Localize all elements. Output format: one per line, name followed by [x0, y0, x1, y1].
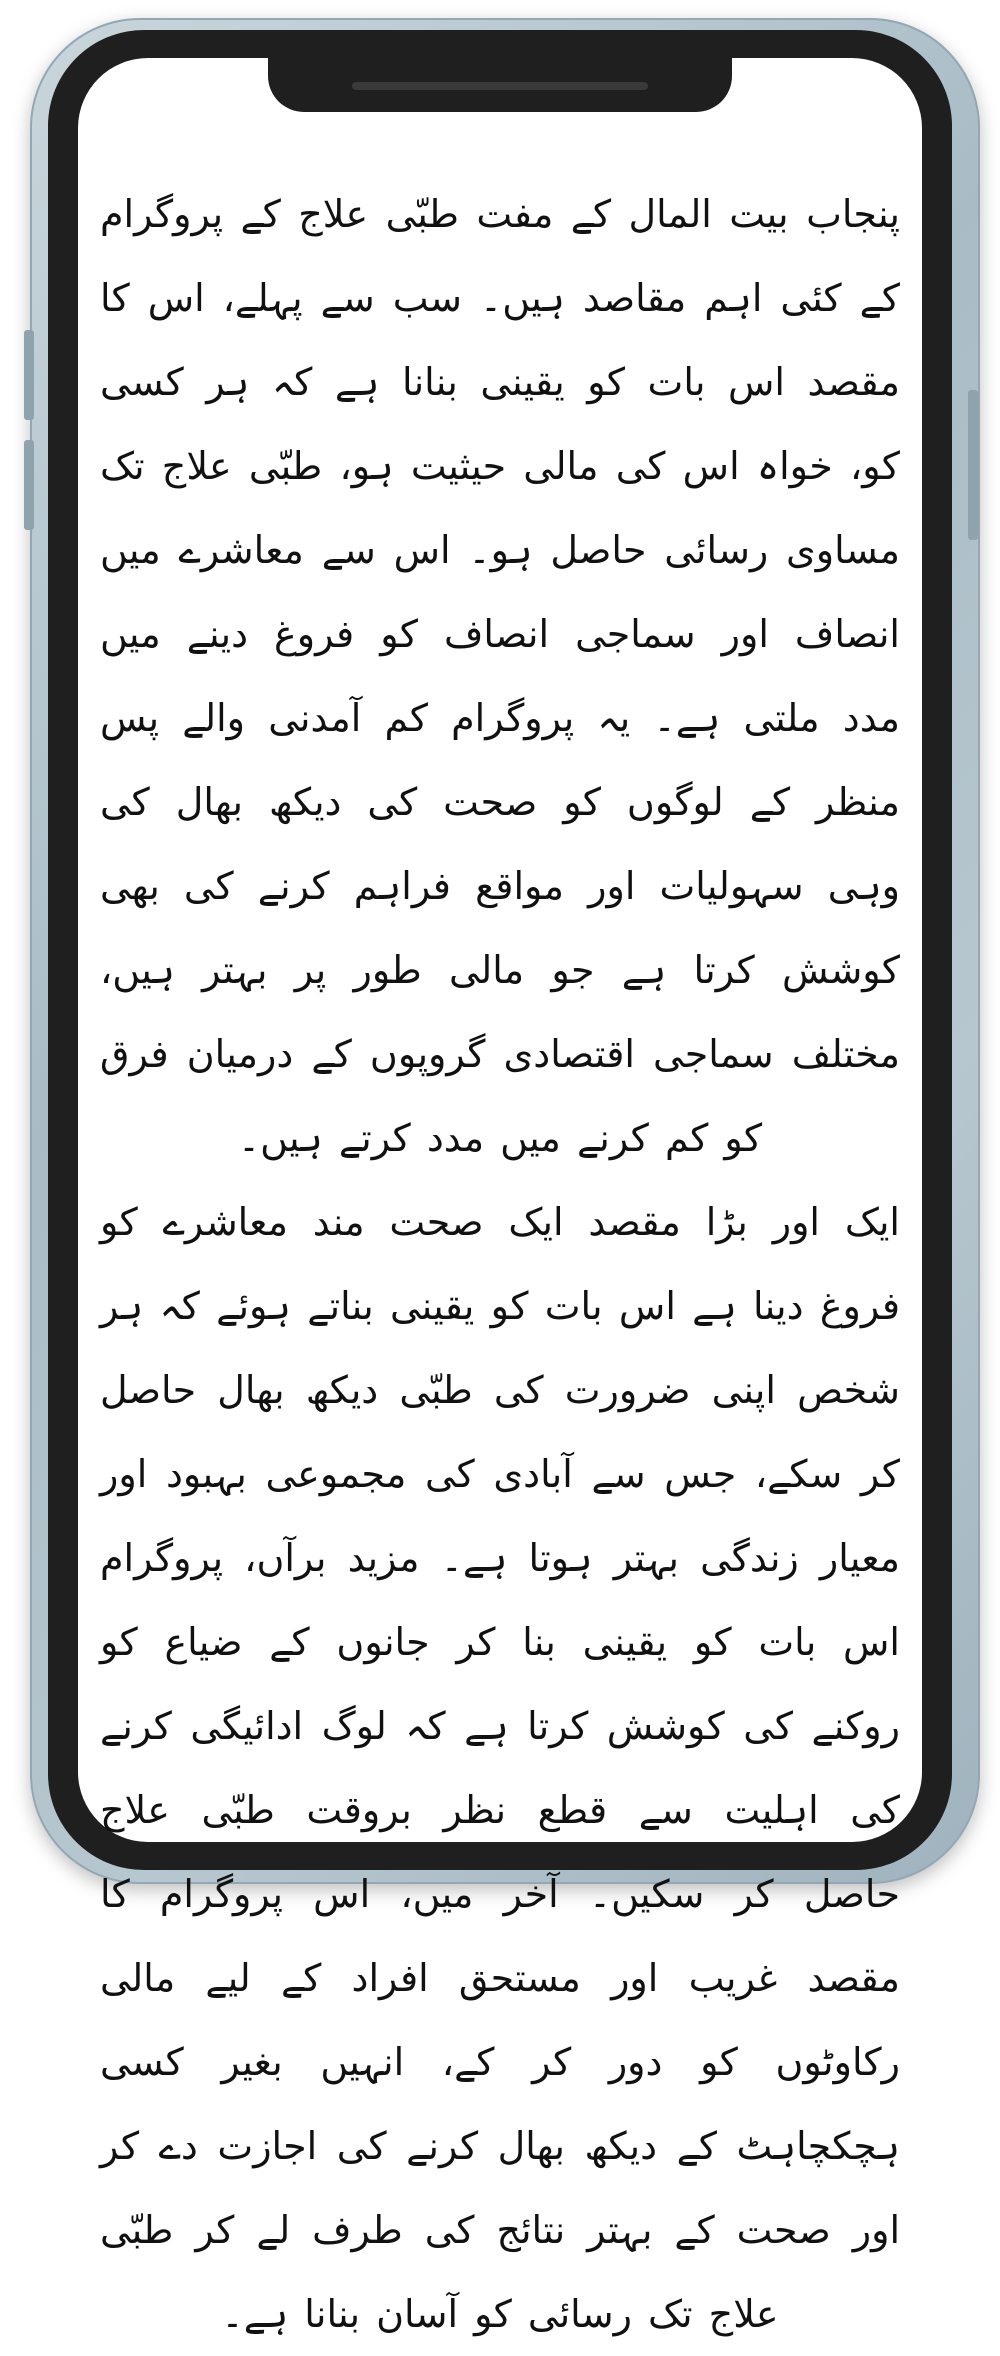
power-button — [968, 390, 978, 540]
notch — [268, 30, 732, 112]
paragraph-objectives-intro: پنجاب بیت المال کے مفت طبّی علاج کے پروگرام کے کئی اہم مقاصد ہیں۔ سب سے پہلے، اس کا مقصد اس بات کو یقینی بنانا ہے کہ ہر کسی کو، خواہ اس کی مالی حیثیت ہو، طبّی علاج تک مساوی رسائی حاصل ہو۔ اس سے معاشرے میں انصاف اور سماجی انصاف کو فروغ دینے میں مدد ملتی ہے۔ یہ پروگرام کم آمدنی والے پس منظر کے لوگوں کو صحت کی دیکھ بھال کی وہی سہولیات اور مواقع فراہم کرنے کی بھی کوشش کرتا ہے جو مالی طور پر بہتر ہیں، مختلف سماجی اقتصادی گروپوں کے درمیان فرق کو کم کرنے میں مدد کرتے ہیں۔ — [100, 192, 900, 1160]
paragraph-objectives-health: ایک اور بڑا مقصد ایک صحت مند معاشرے کو فروغ دینا ہے اس بات کو یقینی بناتے ہوئے کہ ہر شخص اپنی ضرورت کی طبّی دیکھ بھال حاصل کر سکے، جس سے آبادی کی مجموعی بہبود اور معیار زندگی بہتر ہوتا ہے۔ مزید برآں، پروگرام اس بات کو یقینی بنا کر جانوں کے ضیاع کو روکنے کی کوشش کرتا ہے کہ لوگ ادائیگی کرنے کی اہلیت سے قطع نظر بروقت طبّی علاج حاصل کر سکیں۔ آخر میں، اس پروگرام کا مقصد غریب اور مستحق افراد کے لیے مالی رکاوٹوں کو دور کر کے، انہیں بغیر کسی ہچکچاہٹ کے دیکھ بھال کرنے کی اجازت دے کر اور صحت کے بہتر نتائج کی طرف لے کر طبّی علاج تک رسائی کو آسان بنانا ہے۔ — [100, 1200, 900, 2336]
article-body — [100, 172, 900, 2336]
speaker-grille — [352, 82, 648, 90]
volume-up-button — [24, 330, 34, 420]
volume-down-button — [24, 440, 34, 530]
